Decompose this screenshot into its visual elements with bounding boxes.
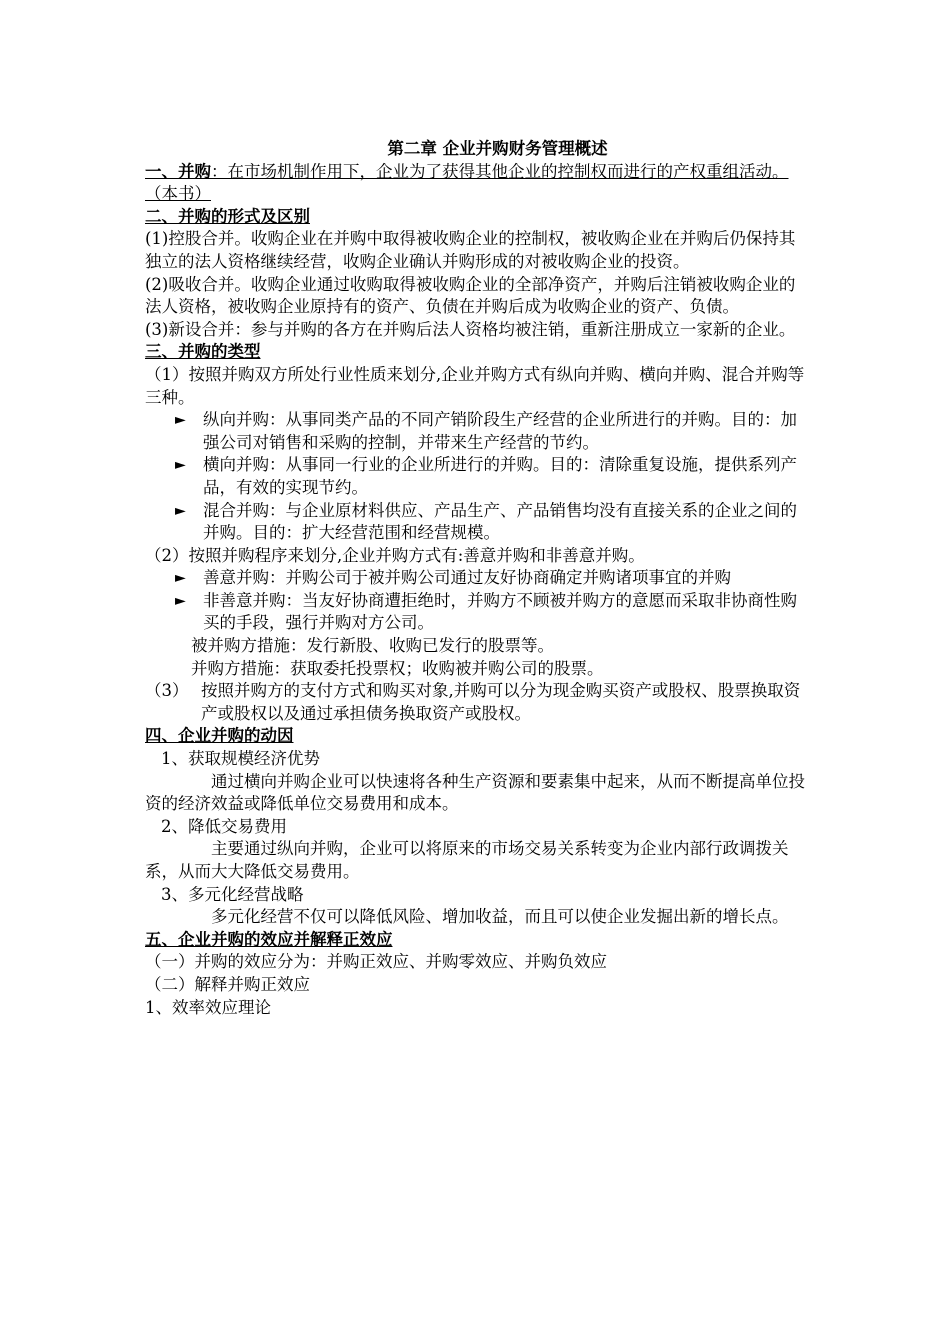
section-5-heading: 五、企业并购的效应并解释正效应: [145, 929, 393, 949]
section-1: [145, 161, 810, 206]
bullet-arrow-icon: ►: [175, 592, 186, 609]
section-3-para-3: [145, 680, 810, 725]
bullet-arrow-icon: ►: [175, 502, 186, 519]
section-3-para-2: （2）按照并购程序来划分,企业并购方式有:善意并购和非善意并购。: [145, 545, 645, 565]
bullet-arrow-icon: ►: [175, 412, 186, 429]
para-3-label: （3）: [145, 681, 189, 701]
section-3-para-1: （1）按照并购双方所处行业性质来划分,企业并购方式有纵向并购、横向并购、混合并购等三种。: [145, 364, 805, 407]
list-item: [145, 500, 810, 545]
bullet-arrow-icon: ►: [175, 570, 186, 587]
motive-1-label: 1、获取规模经济优势: [161, 749, 320, 769]
section-5-line-1: （一）并购的效应分为：并购正效应、并购零效应、并购负效应: [145, 952, 607, 972]
bullet-text: 横向并购：从事同一行业的企业所进行的并购。目的：清除重复设施，提供系列产品，有效的实现节约。: [203, 455, 797, 497]
list-item: [145, 454, 810, 499]
list-item: [145, 590, 810, 635]
section-2-item-2: (2)吸收合并。收购企业通过收购取得被收购企业的全部净资产，并购后注销被收购企业的法人资格，被收购企业原持有的资产、负债在并购后成为收购企业的资产、负债。: [145, 274, 796, 317]
chapter-title: 第二章 企业并购财务管理概述: [387, 139, 608, 158]
section-2-item-1: (1)控股合并。收购企业在并购中取得被收购企业的控制权，被收购企业在并购后仍保持其独立的法人资格继续经营，收购企业确认并购形成的对被收购企业的投资。: [145, 229, 796, 271]
section-3-heading: 三、并购的类型: [145, 342, 261, 362]
section-2-heading: 二、并购的形式及区别: [145, 206, 310, 226]
bullet-text: 混合并购：与企业原材料供应、产品生产、产品销售均没有直接关系的企业之间的并购。目的：扩大经营范围和经营规模。: [203, 500, 797, 543]
section-2-item-3: (3)新设合并：参与并购的各方在并购后法人资格均被注销，重新注册成立一家新的企业。: [145, 319, 796, 339]
section-1-heading: 一、并购: [145, 161, 211, 181]
section-4-heading: 四、企业并购的动因: [145, 726, 294, 746]
motive-2-label: 2、降低交易费用: [161, 816, 287, 836]
section-1-colon: ：: [211, 161, 228, 181]
section-5-line-3: 1、效率效应理论: [145, 997, 271, 1017]
bullet-text: 善意并购：并购公司于被并购公司通过友好协商确定并购诸项事宜的并购: [203, 568, 731, 588]
motive-3-text: 多元化经营不仅可以降低风险、增加收益，而且可以使企业发掘出新的增长点。: [211, 907, 789, 927]
bullet-arrow-icon: ►: [175, 457, 186, 474]
motive-3-label: 3、多元化经营战略: [161, 884, 304, 904]
acquirer-measures: 并购方措施：获取委托投票权；收购被并购公司的股票。: [191, 658, 604, 678]
list-item: [145, 409, 810, 454]
document-page: [145, 138, 810, 1019]
motive-1-text: 通过横向并购企业可以快速将各种生产资源和要素集中起来，从而不断提高单位投资的经济效益或降低单位交易费用和成本。: [145, 771, 805, 814]
list-item: [145, 567, 810, 590]
motive-2-text: 主要通过纵向并购，企业可以将原来的市场交易关系转变为企业内部行政调拨关系，从而大大降低交易费用。: [145, 839, 789, 881]
para-3-text: 按照并购方的支付方式和购买对象,并购可以分为现金购买资产或股权、股票换取资产或股权以及通过承担债务换取资产或股权。: [201, 681, 801, 723]
section-5-line-2: （二）解释并购正效应: [145, 974, 310, 994]
section-1-text: 在市场机制作用下，企业为了获得其他企业的控制权而进行的产权重组活动。（本书）: [145, 161, 789, 204]
bullet-text: 非善意并购：当友好协商遭拒绝时，并购方不顾被并购方的意愿而采取非协商性购买的手段，强行并购对方公司。: [203, 590, 797, 633]
target-measures: 被并购方措施：发行新股、收购已发行的股票等。: [191, 636, 554, 656]
bullet-text: 纵向并购：从事同类产品的不同产销阶段生产经营的企业所进行的并购。目的：加强公司对销售和采购的控制，并带来生产经营的节约。: [203, 410, 797, 452]
